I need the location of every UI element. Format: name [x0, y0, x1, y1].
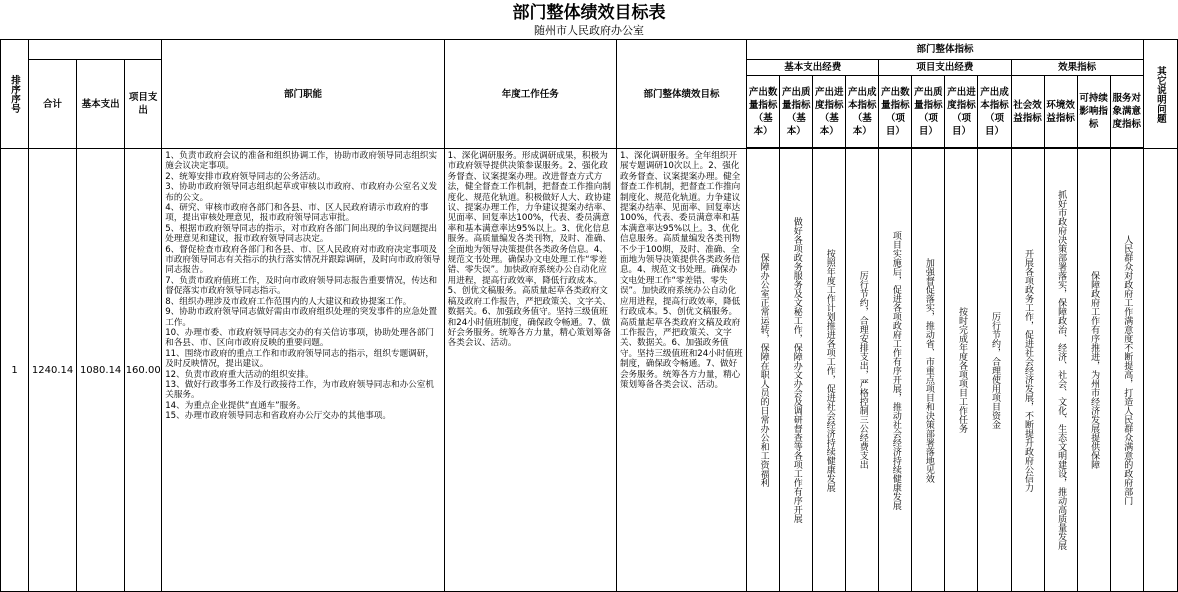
header-project-group: 项目支出经费 — [879, 60, 1011, 76]
cell-indicator[interactable]: 厉行节约，合理使用项目资金 — [978, 149, 1011, 592]
cell-indicator[interactable]: 人民群众对政府工作满意度不断提高，打造人民群众满意的政府部门 — [1110, 149, 1143, 592]
header-effect-group: 效果指标 — [1011, 60, 1143, 76]
header-col: 环境效益指标 — [1044, 76, 1077, 148]
header-project: 项目支出 — [125, 60, 162, 149]
cell-other[interactable] — [1143, 149, 1177, 592]
header-col: 产出成本指标（项目） — [978, 76, 1011, 148]
page-title: 部门整体绩效目标表 — [512, 3, 666, 23]
header-blank — [29, 40, 162, 60]
performance-table — [0, 39, 1178, 592]
header-duty: 部门职能 — [162, 40, 444, 149]
cell-task[interactable]: 1、深化调研服务。形成调研成果，积极为市政府领导提供决策参谋服务。2、强化政务督查、议案提案办理。改进督查方式方法，健全督查工作机制，把督查工作推向制度化、规范化轨道。积极做好人大、政协建议、提案办理工作，力争建议提案办结率、见面率、回复率达100%，代表、委员满意率和基本满意率达95%以上。3、优化信息服务。高质量编发各类刊物，及时、准确、全面地为领导决策提供各类政务信息。4、规范文书处理。确保办文电处理工作“零差错、零失误”。加快政府系统办公自动化应用进程，提高行政效率，降低行政成本。5、创优文稿服务。高质量起草各类政府文稿及政府工作报告，严把政策关、文字关、数据关。6、加强政务值守。坚持三级值班和24小时值班制度，确保政令畅通。7、做好会务服务。统筹各方力量，精心策划筹备各类会议、活动。 — [444, 149, 616, 592]
header-col: 产出进度指标（基本） — [813, 76, 846, 148]
header-goal: 部门整体绩效目标 — [616, 40, 746, 149]
cell-indicator[interactable]: 抓好市政府决策部署落实，保障政治、经济、社会、文化、生态文明建设，推动高质量发展 — [1044, 149, 1077, 592]
cell-indicator[interactable]: 开展各项政务工作，促进社会经济发展，不断提升政府公信力 — [1011, 149, 1044, 592]
header-total: 合计 — [29, 60, 77, 149]
header-col: 产出质量指标（项目） — [912, 76, 945, 148]
cell-indicator[interactable]: 保障政府工作有序推进，为州市经济发展提供保障 — [1077, 149, 1110, 592]
header-other: 其它说明问题 — [1143, 40, 1177, 149]
header-col: 服务对象满意度指标 — [1110, 76, 1143, 148]
cell-indicator[interactable]: 厉行节约，合理安排支出，严格控制三公经费支出 — [846, 149, 879, 592]
header-basic-group: 基本支出经费 — [747, 60, 879, 76]
header-col: 产出质量指标（基本） — [780, 76, 813, 148]
header-basic: 基本支出 — [77, 60, 125, 149]
header-col: 社会效益指标 — [1011, 76, 1044, 148]
header-col: 产出进度指标（项目） — [945, 76, 978, 148]
cell-indicator[interactable]: 做好各项政务服务及文秘工作，保障办文办会及调研督查等各项工作有序开展 — [780, 149, 813, 592]
cell-indicator[interactable]: 按照年度工作计划推进各项工作，促进社会经济持续健康发展 — [813, 149, 846, 592]
cell-indicator[interactable]: 加强督促落实，推动省、市重点项目和决策部署落地见效 — [912, 149, 945, 592]
header-task: 年度工作任务 — [444, 40, 616, 149]
cell-indicator[interactable]: 按时完成年度各项项目工作任务 — [945, 149, 978, 592]
cell-goal[interactable]: 1、深化调研服务。全年组织开展专题调研10次以上。2、强化政务督查、议案提案办理。健全督查工作机制，把督查工作推向制度化、规范化轨道。力争建议提案办结率、见面率、回复率达100%，代表、委员满意率和基本满意率达95%以上。3、优化信息服务。高质量编发各类刊物不少于100期，及时、准确、全面地为领导决策提供各类政务信息。4、规范文书处理。确保办文电处理工作“零差错、零失误”。加快政府系统办公自动化应用进程，提高行政效率，降低行政成本。5、创优文稿服务。高质量起草各类政府文稿及政府工作报告，严把政策关、文字关、数据关。6、加强政务值守。坚持三级值班和24小时值班制度，确保政令畅通。7、做好会务服务。统筹各方力量，精心策划筹备各类会议、活动。 — [616, 149, 746, 592]
page-subtitle: 随州市人民政府办公室 — [534, 24, 644, 37]
header-indicators: 部门整体指标 — [747, 40, 1144, 60]
header-col: 产出数量指标（项目） — [879, 76, 912, 148]
header-col: 产出成本指标（基本） — [846, 76, 879, 148]
header-seq: 排序序号 — [1, 40, 29, 149]
cell-indicator[interactable]: 项目实施后，促进各项政府工作有序开展，推动社会经济持续健康发展 — [879, 149, 912, 592]
cell-total[interactable]: 1240.14 — [29, 149, 77, 592]
cell-duty[interactable]: 1、负责市政府会议的准备和组织协调工作，协助市政府领导同志组织实施会议决定事项。 2、统筹安排市政府领导同志的公务活动。 3、协助市政府领导同志组织起草或审核以市政府、市政府办公室名义发布的公文。 4、研究、审核市政府各部门和各县、市、区人民政府请示市政府的事项，提出审核处理意见，报市政府领导同志审批。 5、根据市政府领导同志的指示，对市政府各部门间出现的争议问题提出处理意见和建议，报市政府领导同志决定。 6、督促检查市政府各部门和各县、市、区人民政府对市政府决定事项及市政府领导同志有关指示的执行落实情况并跟踪调研，及时向市政府领导同志报告。 7、负责市政府值班工作，及时向市政府领导同志报告重要情况，传达和督促落实市政府领导同志指示。 8、组织办理涉及市政府工作范围内的人大建议和政协提案工作。 9、协助市政府领导同志做好需由市政府组织处理的突发事件的应急处置工作。 10、办理市委、市政府领导同志交办的有关信访事项，协助处理各部门和各县、市、区向市政府反映的重要问题。 11、围绕市政府的重点工作和市政府领导同志的指示，组织专题调研，及时反映情况，提出建议。 12、负责市政府重大活动的组织安排。 13、做好行政事务工作及行政接待工作，为市政府领导同志和办公室机关服务。 14、为重点企业提供“直通车”服务。 15、办理市政府领导同志和省政府办公厅交办的其他事项。 — [162, 149, 444, 592]
cell-indicator[interactable]: 保障办公室正常运转，保障在职人员的日常办公和工资福利 — [747, 149, 780, 592]
header-col: 产出数量指标（基本） — [747, 76, 780, 148]
cell-project[interactable]: 160.00 — [125, 149, 162, 592]
cell-seq[interactable]: 1 — [1, 149, 29, 592]
header-col: 可持续影响指标 — [1077, 76, 1110, 148]
cell-basic[interactable]: 1080.14 — [77, 149, 125, 592]
